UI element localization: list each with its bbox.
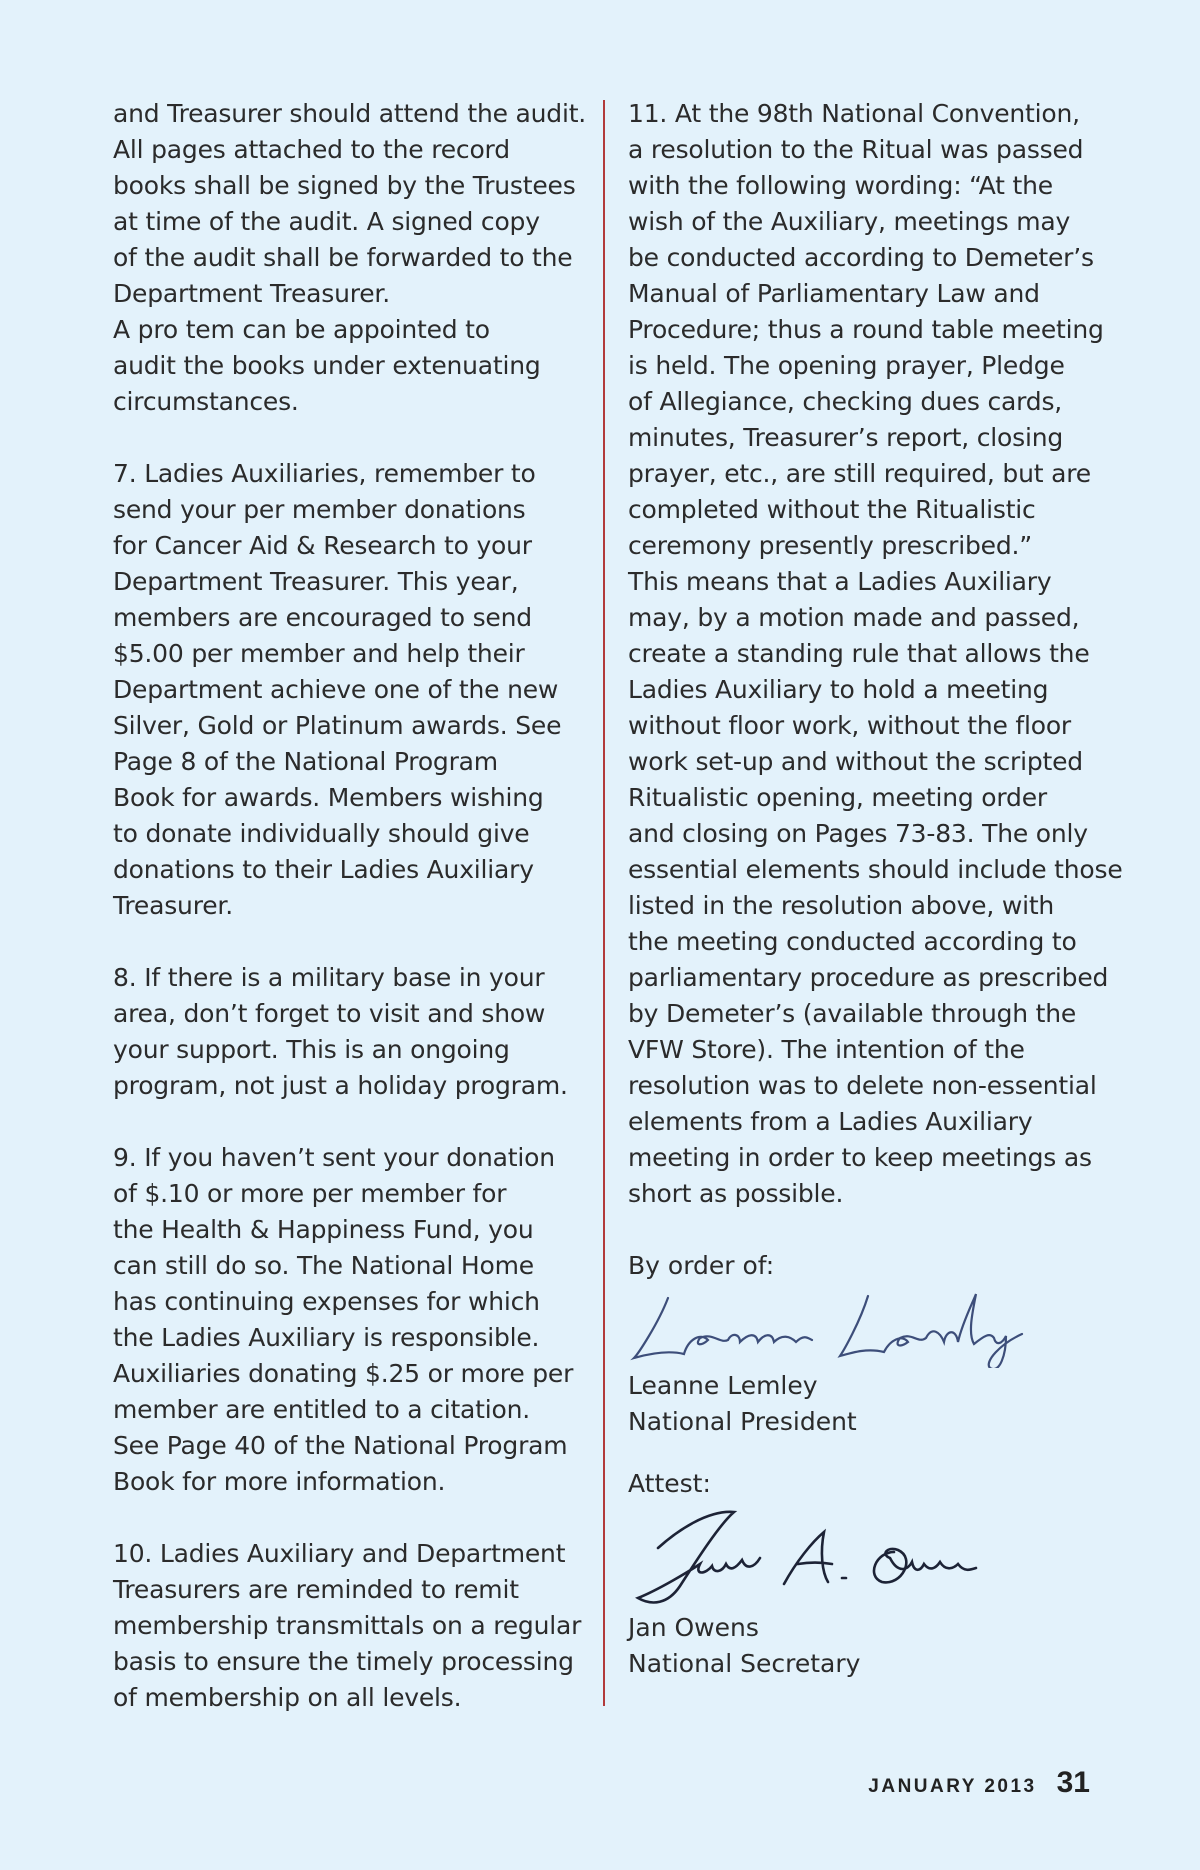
cancer-aid-paragraph: 7. Ladies Auxiliaries, remember to send your per member donations for Cancer Aid & Research to your Department Treasurer. This year, members are encouraged to send $5.00 per member and help their Department achieve one of the new Silver, Gold or Platinum awards. See Page 8 of the National Program Book for awards. Members wishing to donate individually should give donations to their Ladies Auxiliary Treasurer. bbox=[113, 459, 562, 920]
by-order-label: By order of: bbox=[628, 1251, 775, 1280]
military-base-paragraph: 8. If there is a military base in your area, don’t forget to visit and show your support. This is an ongoing program, not just a holiday program. bbox=[113, 963, 568, 1100]
page-footer bbox=[868, 1766, 1090, 1800]
leanne-lemley-signature bbox=[628, 1284, 1048, 1368]
health-happiness-paragraph: 9. If you haven’t sent your donation of $.10 or more per member for the Health & Happiness Fund, you can still do so. The National Home has continuing expenses for which the Ladies Auxiliary is responsible. Auxiliaries donating $.25 or more per member are entitled to a citation. See Page 40 of the National Program Book for more information. bbox=[113, 1143, 574, 1496]
secretary-title: National Secretary bbox=[628, 1649, 861, 1678]
audit-paragraph: and Treasurer should attend the audit. All pages attached to the record books shall be signed by the Trustees at time of the audit. A signed copy of the audit shall be forwarded to the Department Treasurer. A pro tem can be appointed to audit the books under extenuating circumstances. bbox=[113, 99, 587, 416]
jan-owens-signature bbox=[628, 1502, 1048, 1610]
transmittals-paragraph: 10. Ladies Auxiliary and Department Treasurers are reminded to remit membership transmittals on a regular basis to ensure the timely processing of membership on all levels. bbox=[113, 1539, 582, 1712]
president-name: Leanne Lemley bbox=[628, 1371, 818, 1400]
president-title: National President bbox=[628, 1407, 857, 1436]
right-column bbox=[628, 96, 1128, 1682]
secretary-name: Jan Owens bbox=[628, 1613, 759, 1642]
explanation-paragraph: This means that a Ladies Auxiliary may, by a motion made and passed, create a standing rule that allows the Ladies Auxiliary to hold a meeting without floor work, without the floor work set-up and without the scripted Ritualistic opening, meeting order and closing on Pages 73-83. The only essential elements should include those listed in the resolution above, with the meeting conducted according to parliamentary procedure as prescribed by Demeter’s (available through the VFW Store). The intention of the resolution was to delete non-essential elements from a Ladies Auxiliary meeting in order to keep meetings as short as possible. bbox=[628, 567, 1123, 1208]
page-number: 31 bbox=[1056, 1766, 1090, 1799]
issue-date: JANUARY 2013 bbox=[868, 1776, 1037, 1797]
left-column bbox=[113, 96, 593, 1752]
attest-label: Attest: bbox=[628, 1469, 711, 1498]
resolution-paragraph: 11. At the 98th National Convention, a resolution to the Ritual was passed with the following wording: “At the wish of the Auxiliary, meetings may be conducted according to Demeter’s Manual of Parliamentary Law and Procedure; thus a round table meeting is held. The opening prayer, Pledge of Allegiance, checking dues cards, minutes, Treasurer’s report, closing prayer, etc., are still required, but are completed without the Ritualistic ceremony presently prescribed.” bbox=[628, 99, 1104, 560]
column-divider bbox=[603, 100, 605, 1706]
